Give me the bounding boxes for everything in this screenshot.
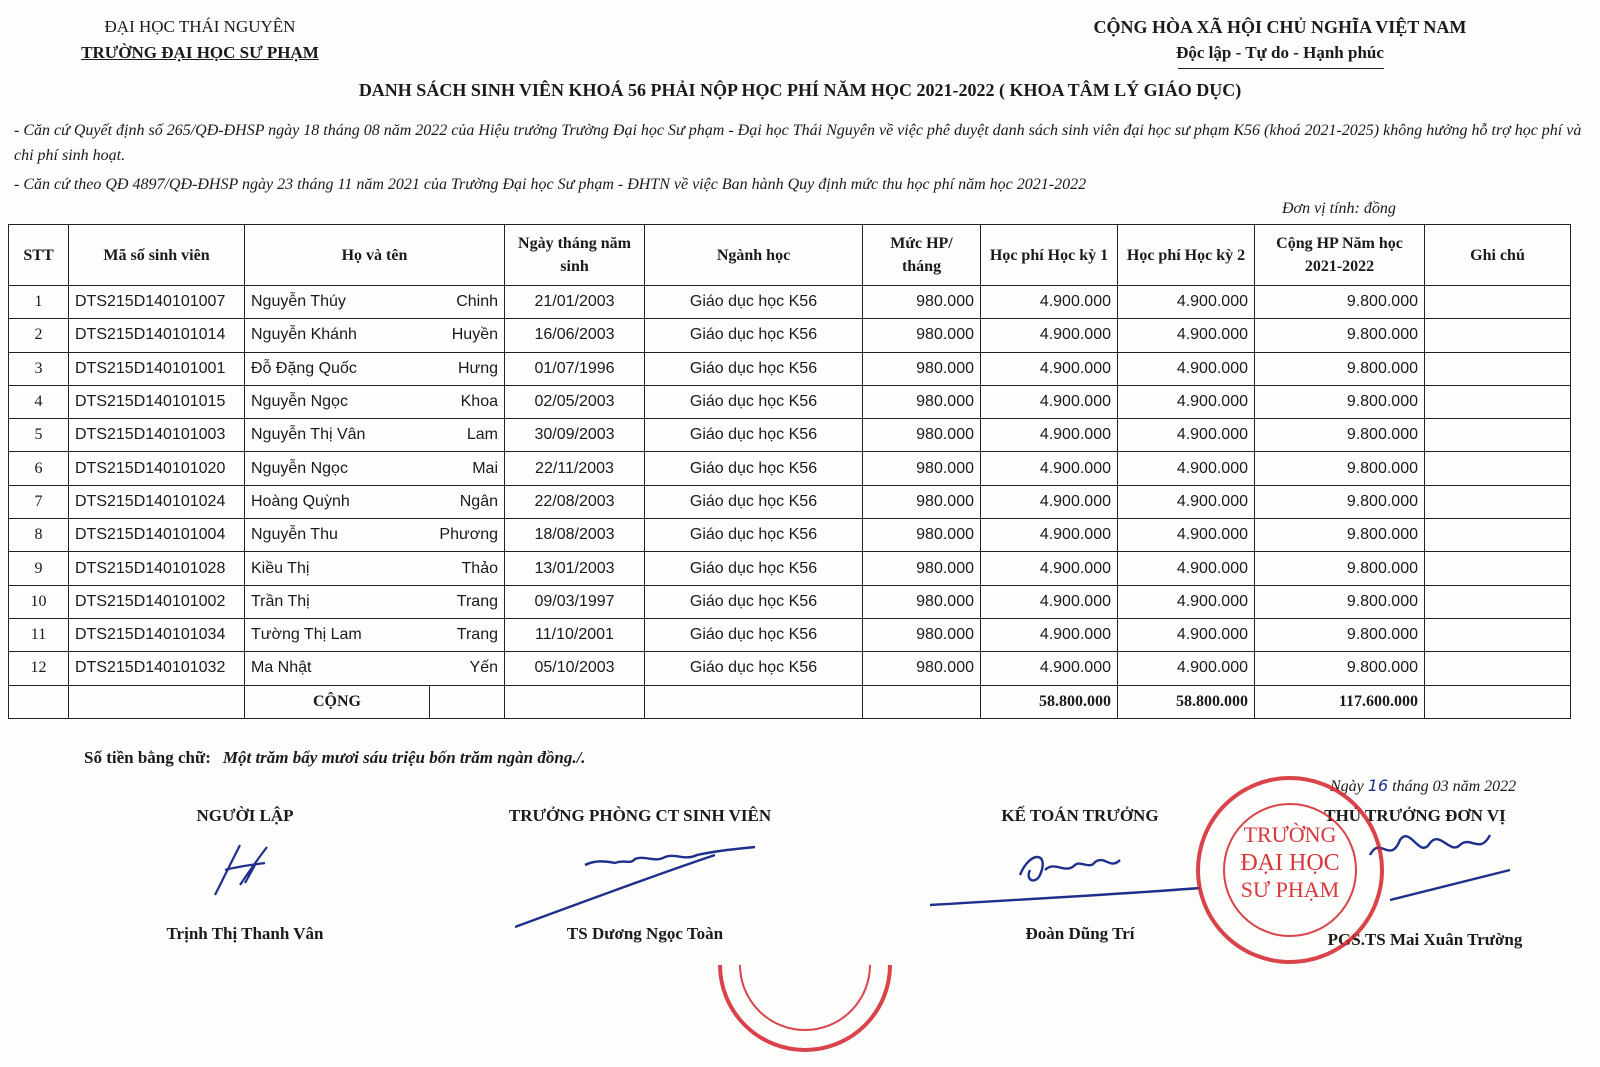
cell-monthly-rate: 980.000 [863,385,981,418]
cell-sem1-fee: 4.900.000 [981,519,1118,552]
cell-student-id: DTS215D140101002 [69,585,245,618]
cell-dob: 01/07/1996 [505,352,645,385]
cell-stt: 5 [9,419,69,452]
country-name: CỘNG HÒA XÃ HỘI CHỦ NGHĨA VIỆT NAM [1093,17,1467,37]
cell-monthly-rate: 980.000 [863,519,981,552]
cell-stt: 10 [9,585,69,618]
cell-annual-total: 9.800.000 [1255,286,1425,319]
table-row [9,585,1571,618]
cell-annual-total: 9.800.000 [1255,352,1425,385]
issuer-school: TRƯỜNG ĐẠI HỌC SƯ PHẠM [81,43,319,62]
cell-monthly-rate: 980.000 [863,352,981,385]
cell-dob: 09/03/1997 [505,585,645,618]
cell-dob: 05/10/2003 [505,652,645,685]
cell-monthly-rate: 980.000 [863,319,981,352]
amount-in-words-value: Một trăm bẩy mươi sáu triệu bốn trăm ngàn đồng./. [222,748,586,767]
cell-sem2-fee: 4.900.000 [1118,519,1255,552]
table-row [9,652,1571,685]
total-sem1: 58.800.000 [981,685,1118,718]
cell-sem2-fee: 4.900.000 [1118,485,1255,518]
cell-annual-total: 9.800.000 [1255,652,1425,685]
cell-sem1-fee: 4.900.000 [981,419,1118,452]
table-row [9,485,1571,518]
cell-last-middle-name: Tường Thị Lam [245,618,430,651]
cell-dob: 18/08/2003 [505,519,645,552]
cell-last-middle-name: Trần Thị [245,585,430,618]
cell-student-id: DTS215D140101001 [69,352,245,385]
cell-stt: 1 [9,286,69,319]
cell-sem1-fee: 4.900.000 [981,485,1118,518]
cell-student-id: DTS215D140101024 [69,485,245,518]
cell-sem2-fee: 4.900.000 [1118,652,1255,685]
total-note [1425,685,1571,718]
cell-stt: 4 [9,385,69,418]
cell-major: Giáo dục học K56 [645,319,863,352]
cell-sem2-fee: 4.900.000 [1118,552,1255,585]
total-empty [69,685,245,718]
cell-monthly-rate: 980.000 [863,618,981,651]
signer-title-chief-accountant: KẾ TOÁN TRƯỞNG [1001,806,1159,825]
cell-sem2-fee: 4.900.000 [1118,618,1255,651]
cell-first-name: Mai [430,452,505,485]
svg-text:ĐẠI HỌC: ĐẠI HỌC [1240,850,1340,876]
cell-dob: 02/05/2003 [505,385,645,418]
cell-student-id: DTS215D140101003 [69,419,245,452]
cell-sem1-fee: 4.900.000 [981,618,1118,651]
col-header-note: Ghi chú [1425,225,1571,286]
cell-annual-total: 9.800.000 [1255,585,1425,618]
currency-unit: Đơn vị tính: đồng [1282,200,1396,217]
cell-monthly-rate: 980.000 [863,652,981,685]
table-row [9,286,1571,319]
cell-last-middle-name: Ma Nhật [245,652,430,685]
cell-first-name: Khoa [430,385,505,418]
cell-stt: 8 [9,519,69,552]
total-empty [505,685,645,718]
table-row [9,352,1571,385]
cell-major: Giáo dục học K56 [645,552,863,585]
table-row [9,519,1571,552]
cell-last-middle-name: Nguyễn Thúy [245,286,430,319]
date-prefix: Ngày [1330,778,1364,795]
cell-sem2-fee: 4.900.000 [1118,385,1255,418]
signer-name-student-affairs: TS Dương Ngọc Toàn [566,924,724,943]
cell-major: Giáo dục học K56 [645,385,863,418]
amount-in-words-label: Số tiền bằng chữ: [84,748,211,767]
cell-stt: 2 [9,319,69,352]
cell-note [1425,352,1571,385]
col-header-major: Ngành học [645,225,863,286]
col-header-student-id: Mã số sinh viên [69,225,245,286]
total-label: CỘNG [245,685,430,718]
document-title: DANH SÁCH SINH VIÊN KHOÁ 56 PHẢI NỘP HỌC PHÍ NĂM HỌC 2021-2022 ( KHOA TÂM LÝ GIÁO DỤC) [358,80,1242,100]
total-annual: 117.600.000 [1255,685,1425,718]
amount-in-words [84,748,586,768]
cell-last-middle-name: Đỗ Đặng Quốc [245,352,430,385]
total-empty [863,685,981,718]
cell-major: Giáo dục học K56 [645,419,863,452]
cell-dob: 16/06/2003 [505,319,645,352]
fee-table [8,224,1571,719]
legal-basis-2: - Căn cứ theo QĐ 4897/QĐ-ĐHSP ngày 23 tháng 11 năm 2021 của Trường Đại học Sư phạm - ĐHTN về việc Ban hành Quy định mức thu học phí năm học 2021-2022 [14,176,1087,193]
cell-student-id: DTS215D140101015 [69,385,245,418]
total-empty [645,685,863,718]
table-row [9,452,1571,485]
cell-sem1-fee: 4.900.000 [981,352,1118,385]
cell-annual-total: 9.800.000 [1255,385,1425,418]
cell-sem1-fee: 4.900.000 [981,585,1118,618]
cell-note [1425,452,1571,485]
cell-student-id: DTS215D140101028 [69,552,245,585]
cell-note [1425,618,1571,651]
cell-major: Giáo dục học K56 [645,352,863,385]
cell-first-name: Yến [430,652,505,685]
table-header-row [9,225,1571,286]
cell-annual-total: 9.800.000 [1255,618,1425,651]
table-row [9,618,1571,651]
cell-major: Giáo dục học K56 [645,286,863,319]
cell-student-id: DTS215D140101034 [69,618,245,651]
cell-last-middle-name: Nguyễn Khánh [245,319,430,352]
cell-annual-total: 9.800.000 [1255,519,1425,552]
date-day: 16 [1367,776,1389,795]
cell-sem1-fee: 4.900.000 [981,385,1118,418]
cell-stt: 7 [9,485,69,518]
cell-sem2-fee: 4.900.000 [1118,286,1255,319]
cell-note [1425,385,1571,418]
date-suffix: tháng 03 năm 2022 [1392,778,1517,795]
signer-name-head: PGS.TS Mai Xuân Trường [1327,930,1523,949]
cell-sem2-fee: 4.900.000 [1118,352,1255,385]
cell-first-name: Lam [430,419,505,452]
cell-note [1425,419,1571,452]
cell-stt: 9 [9,552,69,585]
cell-major: Giáo dục học K56 [645,485,863,518]
cell-student-id: DTS215D140101014 [69,319,245,352]
cell-last-middle-name: Nguyễn Ngọc [245,452,430,485]
signature-student-affairs [515,835,785,935]
cell-dob: 21/01/2003 [505,286,645,319]
cell-sem2-fee: 4.900.000 [1118,319,1255,352]
cell-sem1-fee: 4.900.000 [981,652,1118,685]
cell-stt: 12 [9,652,69,685]
cell-monthly-rate: 980.000 [863,286,981,319]
cell-stt: 11 [9,618,69,651]
cell-sem1-fee: 4.900.000 [981,286,1118,319]
cell-major: Giáo dục học K56 [645,585,863,618]
total-sem2: 58.800.000 [1118,685,1255,718]
cell-monthly-rate: 980.000 [863,485,981,518]
cell-dob: 22/08/2003 [505,485,645,518]
cell-monthly-rate: 980.000 [863,419,981,452]
total-row [9,685,1571,718]
cell-first-name: Trang [430,585,505,618]
cell-sem2-fee: 4.900.000 [1118,452,1255,485]
col-header-sem2-fee: Học phí Học kỳ 2 [1118,225,1255,286]
cell-last-middle-name: Nguyễn Ngọc [245,385,430,418]
col-header-dob: Ngày tháng năm sinh [505,225,645,286]
cell-last-middle-name: Nguyễn Thị Vân [245,419,430,452]
national-motto-block [1060,14,1500,66]
motto-underline [1178,68,1384,69]
cell-sem2-fee: 4.900.000 [1118,585,1255,618]
table-row [9,385,1571,418]
svg-text:SƯ PHẠM: SƯ PHẠM [1240,877,1340,902]
cell-monthly-rate: 980.000 [863,585,981,618]
col-header-sem1-fee: Học phí Học kỳ 1 [981,225,1118,286]
partial-stamp [710,965,900,1067]
signer-name-preparer: Trịnh Thị Thanh Vân [166,924,324,943]
col-header-monthly-rate: Mức HP/ tháng [863,225,981,286]
col-header-stt: STT [9,225,69,286]
cell-stt: 6 [9,452,69,485]
cell-first-name: Huyền [430,319,505,352]
cell-monthly-rate: 980.000 [863,452,981,485]
cell-note [1425,286,1571,319]
cell-monthly-rate: 980.000 [863,552,981,585]
cell-sem1-fee: 4.900.000 [981,319,1118,352]
cell-dob: 11/10/2001 [505,618,645,651]
col-header-annual-total: Cộng HP Năm học 2021-2022 [1255,225,1425,286]
cell-sem1-fee: 4.900.000 [981,452,1118,485]
cell-annual-total: 9.800.000 [1255,552,1425,585]
cell-dob: 22/11/2003 [505,452,645,485]
cell-annual-total: 9.800.000 [1255,452,1425,485]
signature-chief-accountant [930,840,1210,910]
cell-first-name: Phương [430,519,505,552]
signature-preparer [195,835,285,905]
cell-note [1425,319,1571,352]
cell-major: Giáo dục học K56 [645,652,863,685]
cell-sem1-fee: 4.900.000 [981,552,1118,585]
cell-first-name: Thảo [430,552,505,585]
cell-stt: 3 [9,352,69,385]
cell-student-id: DTS215D140101032 [69,652,245,685]
cell-note [1425,519,1571,552]
cell-first-name: Hưng [430,352,505,385]
cell-last-middle-name: Nguyễn Thu [245,519,430,552]
issuer-block [60,14,340,66]
signer-name-chief-accountant: Đoàn Dũng Trí [1025,924,1135,943]
cell-major: Giáo dục học K56 [645,618,863,651]
cell-student-id: DTS215D140101007 [69,286,245,319]
cell-first-name: Trang [430,618,505,651]
cell-dob: 30/09/2003 [505,419,645,452]
cell-last-middle-name: Kiều Thị [245,552,430,585]
total-empty [9,685,69,718]
cell-sem2-fee: 4.900.000 [1118,419,1255,452]
cell-note [1425,552,1571,585]
cell-major: Giáo dục học K56 [645,519,863,552]
cell-major: Giáo dục học K56 [645,452,863,485]
cell-annual-total: 9.800.000 [1255,319,1425,352]
cell-annual-total: 9.800.000 [1255,419,1425,452]
cell-annual-total: 9.800.000 [1255,485,1425,518]
motto: Độc lập - Tự do - Hạnh phúc [1176,43,1384,62]
svg-text:TRƯỜNG: TRƯỜNG [1243,822,1337,847]
total-empty [430,685,505,718]
legal-basis-1: - Căn cứ Quyết định số 265/QĐ-ĐHSP ngày 18 tháng 08 năm 2022 của Hiệu trưởng Trường Đại học Sư phạm - Đại học Thái Nguyên về việc phê duyệt danh sách sinh viên đại học sư phạm K56 (khoá 2021-2025) không hưởng hỗ trợ học phí và chi phí sinh hoạt. [14,122,1582,164]
cell-note [1425,652,1571,685]
signer-title-head: THỦ TRƯỞNG ĐƠN VỊ [1324,806,1506,825]
cell-note [1425,485,1571,518]
col-header-full-name: Họ và tên [245,225,505,286]
cell-dob: 13/01/2003 [505,552,645,585]
cell-first-name: Ngân [430,485,505,518]
table-row [9,319,1571,352]
cell-student-id: DTS215D140101020 [69,452,245,485]
cell-first-name: Chinh [430,286,505,319]
signer-title-student-affairs: TRƯỞNG PHÒNG CT SINH VIÊN [508,806,772,825]
cell-last-middle-name: Hoàng Quỳnh [245,485,430,518]
official-stamp [1190,770,1390,970]
signer-title-preparer: NGƯỜI LẬP [196,806,294,825]
table-row [9,552,1571,585]
cell-student-id: DTS215D140101004 [69,519,245,552]
table-row [9,419,1571,452]
issuer-parent: ĐẠI HỌC THÁI NGUYÊN [104,17,296,36]
cell-note [1425,585,1571,618]
